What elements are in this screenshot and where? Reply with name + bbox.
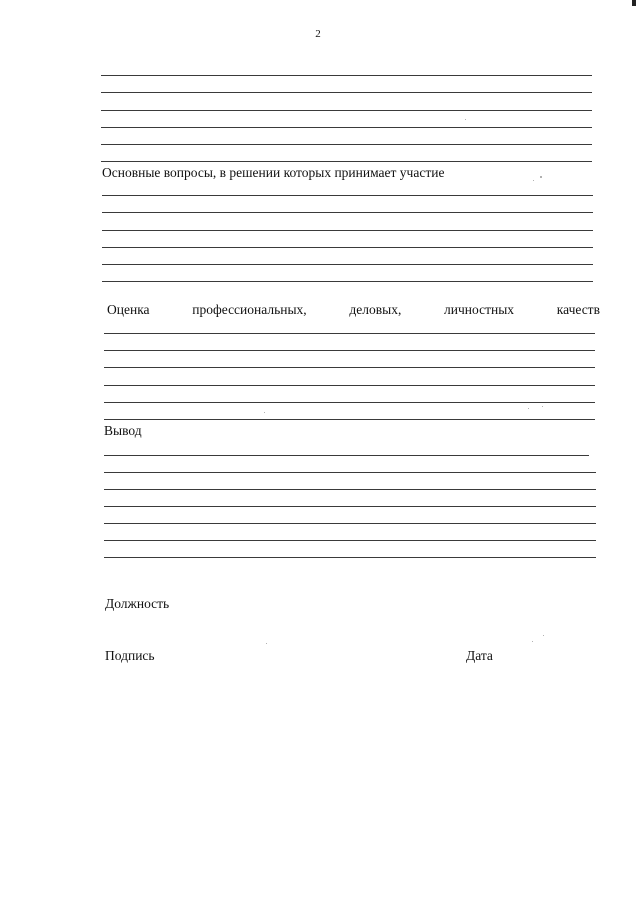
evaluation-word: деловых,: [349, 302, 402, 317]
signature-label: Подпись: [105, 648, 155, 663]
blank-line: [104, 540, 596, 541]
position-label: Должность: [105, 596, 170, 611]
blank-line: [104, 472, 596, 473]
blank-line: [104, 333, 595, 334]
blank-line: [104, 455, 589, 456]
evaluation-word: Оценка: [107, 302, 150, 317]
blank-line: [102, 195, 593, 196]
evaluation-label: [107, 302, 600, 318]
blank-line: [101, 144, 592, 145]
blank-line: [102, 264, 593, 265]
date-label: Дата: [466, 648, 493, 663]
evaluation-word: качеств: [556, 302, 600, 317]
blank-line: [104, 489, 596, 490]
evaluation-word: профессиональных,: [192, 302, 307, 317]
blank-line: [104, 402, 595, 403]
scan-corner-mark: [632, 0, 636, 6]
blank-line: [104, 385, 595, 386]
blank-line: [104, 419, 595, 420]
blank-line: [102, 247, 593, 248]
blank-line: [102, 281, 593, 282]
blank-line: [102, 230, 593, 231]
blank-line: [104, 350, 595, 351]
topics-label: Основные вопросы, в решении которых принимает участие: [102, 165, 445, 180]
page-number: 2: [315, 28, 321, 40]
blank-line: [104, 557, 596, 558]
blank-line: [101, 110, 592, 111]
blank-line: [104, 506, 596, 507]
blank-line: [104, 523, 596, 524]
blank-line: [101, 92, 592, 93]
blank-line: [101, 161, 592, 162]
blank-line: [101, 127, 592, 128]
blank-line: [104, 367, 595, 368]
conclusion-label: Вывод: [104, 423, 142, 438]
evaluation-word: личностных: [444, 302, 515, 317]
blank-line: [102, 212, 593, 213]
blank-line: [101, 75, 592, 76]
